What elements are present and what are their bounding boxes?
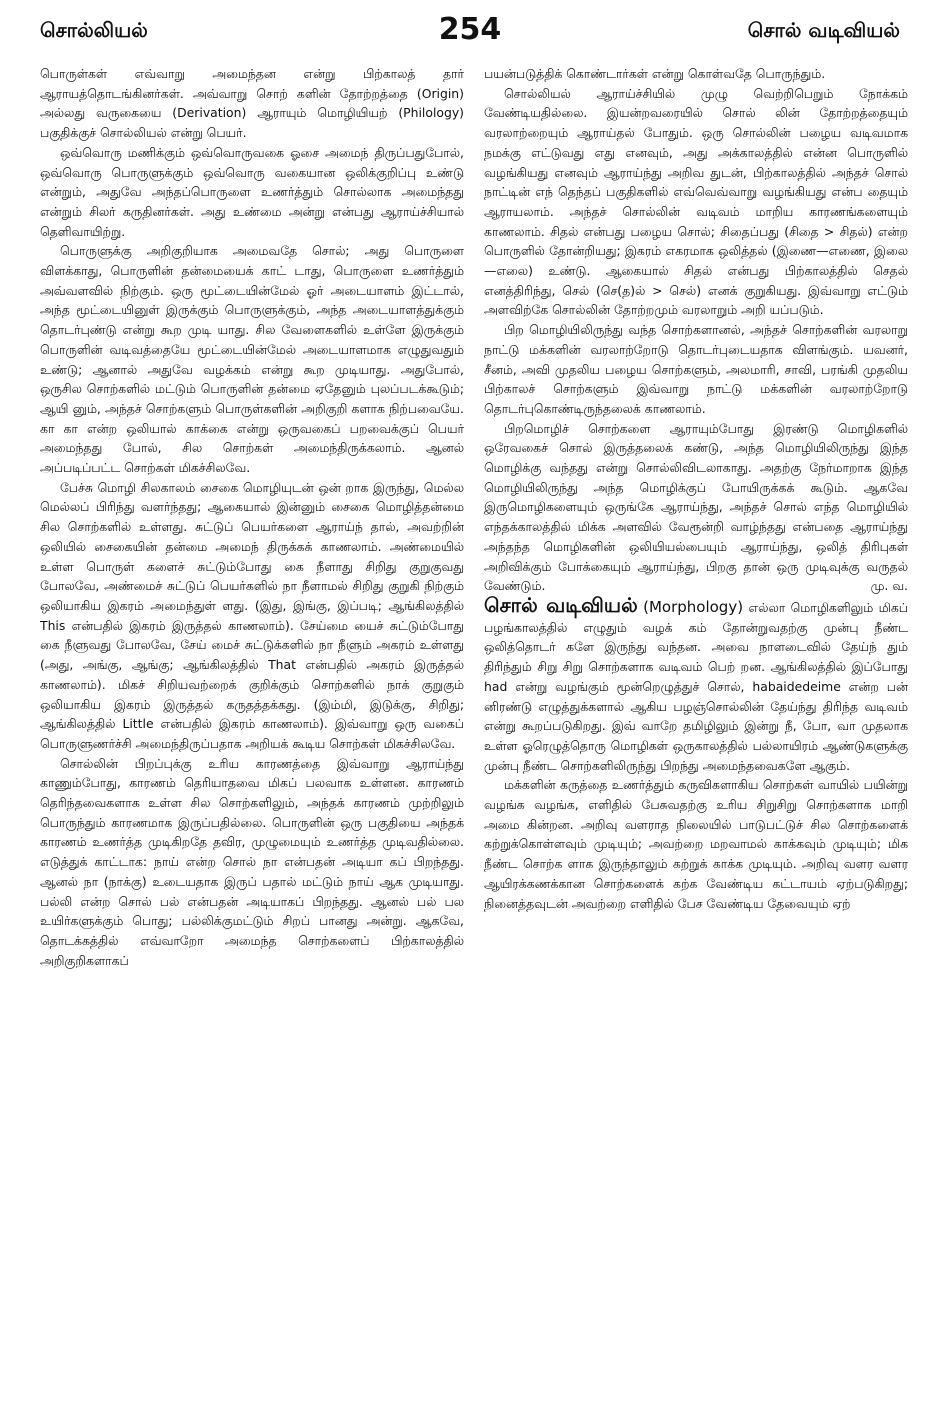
left-column bbox=[40, 64, 464, 1404]
paragraph: பொருள்கள் எவ்வாறு அமைந்தன என்று பிற்காலத் தார் ஆராயத்தொடங்கினர்கள். அவ்வாறு சொற் களின் தோற்றத்தை (Origin) அல்லது வருகையை (Derivation) ஆராயும் மொழியியற் (Philology) பகுதிக்குச் சொல்லியல் என்று பெயர். bbox=[40, 66, 464, 141]
section-subtitle: (Morphology) bbox=[643, 597, 744, 616]
paragraph: பேச்சு மொழி சிலகாலம் சைகை மொழியுடன் ஒன் றாக இருந்து, மெல்ல மெல்லப் பிரிந்து வளர்ந்தது; ஆகையால் இன்னும் சைகை மொழித்தன்மை சில சொற்களில் உள்ளது. சுட்டுப் பெயர்களை ஆராய்ந் தால், அவற்றின் ஒலியில் சைகையின் தன்மை அமைந் திருக்கக் காணலாம். அண்மையில் உள்ள பொருள் களைச் சுட்டும்போது கை நீளாது சிறிது குறுகுவது போலவே, அண்மைச் சுட்டுப் பெயர்களில் நா நீளாமல் சிறிது குறுகி நிற்கும் ஒலியாகிய இகரம் அமைந்துள் ளது. (இது, இங்கு, இப்படி; ஆங்கிலத்தில் This என்பதில் இகரம் இருத்தல் காணலாம்). சேய்மை யைச் சுட்டும்போது கை நீளுவது போலவே, சேய் மைச் சுட்டுக்களில் நா நீளும் அகரம் உள்ளது (அது, அங்கு, ஆங்கு; ஆங்கிலத்தில் That என்பதில் அகரம் இருத்தல் காணலாம்). மிகச் சிறியவற்றைக் குறிக்கும் சொற்களில் நாக் குறுகும் ஒலியாகிய இகரம் இருத்தல் கருதத்தக்கது. (இம்மி, இடுக்கு, சிறிது; ஆங்கிலத்தில் Little என்பதில் இகரம் காணலாம்). இவ்வாறு ஒரு வகைப் பொருளுணர்ச்சி அமைந்திருப்பதாக அறியக் கூடிய சொற்கள் மிகச்சிலவே. bbox=[40, 479, 464, 751]
header-right-title: சொல் வடிவியல் bbox=[747, 18, 900, 42]
right-column bbox=[484, 64, 908, 1404]
header-left-title: சொல்லியல் bbox=[40, 18, 148, 42]
paragraph: பொருளுக்கு அறிகுறியாக அமைவதே சொல்; அது பொருளை விளக்காது, பொருளின் தன்மையைக் காட் டாது, பொருளை உணர்த்தும் அவ்வளவில் நிற்கும். ஒரு மூட்டையின்மேல் ஓர் அடையாளம் இட்டால், அந்த மூட்டையினுள் இருக்கும் பொருளுக்கும், அந்த அடையாளத்துக்கும் தொடர்புண்டு என்று கூற முடி யாது. சில வேளைகளில் உள்ளே இருக்கும் பொருளின் வடிவத்தையே மூட்டையின்மேல் அடையாளமாக எழுதுவதும் உண்டு; ஆனால் அதுவே வழக்கம் என்று கூற முடியாது. அதுபோல், ஒருசில சொற்களில் மட்டும் பொருளின் தன்மை ஏதேனும் புலப்படக்கூடும்; ஆயி னும், அந்தச் சொற்களும் பொருள்களின் அறிகுறி களாக நிற்பவையே. கா கா என்ற ஒலியால் காக்கை என்று ஒருவகைப் பறவைக்குப் பெயர் அமைந்தது போல், சில சொற்கள் அமைந்திருக்கலாம். ஆனல் அப்படிப்பட்ட சொற்கள் மிகச்சிலவே. bbox=[40, 243, 464, 476]
morphology-section bbox=[484, 592, 908, 775]
page-number: 254 bbox=[438, 12, 502, 47]
paragraph: மக்களின் கருத்தை உணர்த்தும் கருவிகளாகிய சொற்கள் வாயில் பயின்று வழங்க வழங்க, எளிதில் பேசுவதற்கு உரிய சிறுசிறு சொற்களாக மாறி அமை கின்றன. அறிவு வளராத நிலையில் பாடுபட்டுச் சில சொற்களைக் கற்றுக்கொள்ளவும் முடியும்; அவற்றை மறவாமல் காக்கவும் முடியும்; மிக நீண்ட சொற்க ளாக இருந்தாலும் கற்றுக் காக்க முடியும். அறிவு வளர வளர ஆயிரக்கணக்கான சொற்களைக் கற்க வேண்டிய கட்டாயம் ஏற்படுகிறது; நினைத்தவுடன் அவற்றை எளிதில் பேச வேண்டிய தேவையும் ஏற் bbox=[484, 777, 908, 911]
paragraph: சொல்லியல் ஆராய்ச்சியில் முழு வெற்றிபெறும் நோக்கம் வேண்டியதில்லை. இயன்றவரையில் சொல் லின் தோற்றத்தையும் வரலாற்றையும் ஆராய்தல் போதும். ஒரு சொல்லின் பழைய வடிவமாக நமக்கு எட்டுவது எது எனவும், அது அக்காலத்தில் என்ன பொருளில் வழங்கியது எனவும் ஆராய்ந்து அறிவ துடன், பிற்காலத்தில் அந்தச் சொல் நாட்டின் எந் தெந்தப் பகுதிகளில் எவ்வெவ்வாறு வழங்கியது என்ப தையும் ஆராயலாம். அந்தச் சொல்லின் வடிவம் மாறிய காரணங்களையும் காணலாம். சிதல் என்பது பழைய சொல்; சிதைப்பது (சிதை > சிதல்) என்ற பொருளில் தோன்றியது; இகரம் எகரமாக ஒலித்தல் (இணை—எணை, இலை—எலை) உண்டு. ஆகையால் சிதல் என்பது பிற்காலத்தில் செதல் எனத்திரிந்து, செல் (செ(த)ல் > செல்) எனக் குறுகியது. இவ்வாறு எட்டும் அளவிற்கே சொல்லின் தோற்றமும் வரலாறும் அறி யப்படும். bbox=[484, 85, 908, 318]
section-title: சொல் வடிவியல் bbox=[484, 592, 638, 617]
paragraph: பிற மொழியிலிருந்து வந்த சொற்களானல், அந்தச் சொற்களின் வரலாறு நாட்டு மக்களின் வரலாற்றோடு தொடர்புடையதாக விளங்கும். யவனர், சீனம், அவி முதலிய பழைய சொற்களும், அலமாரி, சாவி, பரங்கி முதலிய பிற்காலச் சொற்களும் இவ்வாறு நாட்டு மக்களின் வரலாற்றோடு தொடர்புகொண்டிருந்தலைக் காணலாம். bbox=[484, 322, 908, 416]
author-initials: மு. வ. bbox=[870, 578, 908, 594]
page-header bbox=[40, 12, 900, 56]
paragraph-text: பிறமொழிச் சொற்களை ஆராயும்போது இரண்டு மொழிகளில் ஒரேவகைச் சொல் இருத்தலைக் கண்டு, அந்த மொழியிலிருந்து இந்த மொழிக்கு வந்தது என்று சொல்லிவிடலாகாது. அதற்கு நேர்மாறாக இந்த மொழியிலிருந்து அந்த மொழிக்குப் போயிருக்கக் கூடும். ஆகவே இருமொழிகளையும் ஒருங்கே ஆராய்ந்து, அந்தச் சொல் எந்த மொழியில் எந்தக்காலத்தில் மிக்க அளவில் வேரூன்றி வாழ்ந்தது என்பதை ஆராய்ந்து அந்தந்த மொழிகளின் ஒலியியல்பையும் ஆராய்ந்து, ஒலித் திரிபுகள் அறிவிக்கும் போக்கையும் ஆராய்ந்து, பிறகு தான் ஒரு முடிவுக்கு வருதல் வேண்டும். bbox=[484, 420, 908, 594]
paragraph-text: எல்லா மொழிகளிலும் மிகப் பழங்காலத்தில் எழுதும் வழக் கம் தோன்றுவதற்கு முன்பு நீண்ட ஒலித்தொடர் களே இருந்து வந்தன. அவை நாளடைவில் தேய்ந் தும் திரிந்தும் சிறு சிறு சொற்களாக வடிவம் பெற் றன. ஆங்கிலத்தில் இப்போது had என்று வழங்கும் மூன்றெழுத்துச் சொல், habaidedeime என்ற பன் னிரண்டு எழுத்துக்களால் ஆகிய பழஞ்சொல்லின் தேய்ந்து திரிந்த வடிவம் என்று கூறப்படுகிறது. இவ் வாறே தமிழிலும் இன்று நீ, போ, வா முதலாக உள்ள ஓரெழுத்தொரு மொழிகள் ஒருகாலத்தில் பல்லாயிரம் ஆண்டுகளுக்கு முன்பு நீண்ட சொற்களிலிருந்து பிறந்து அமைந்தவைகளே ஆகும். bbox=[484, 599, 908, 773]
paragraph: பயன்படுத்திக் கொண்டார்கள் என்று கொள்வதே பொருந்தும். bbox=[484, 66, 826, 81]
paragraph: ஒவ்வொரு மணிக்கும் ஒவ்வொருவகை ஓசை அமைந் திருப்பதுபோல், ஒவ்வொரு பொருளுக்கும் ஒவ்வொரு வகையான ஒலிக்குறிப்பு உண்டு என்றும், அதுவே அந்தப்பொருளை உணர்த்தும் சொல்லாக அமைந்தது என்றும் சிலர் கருதினர்கள். அது உண்மை அன்று என்பது ஆராய்ச்சியால் தெளிவாயிற்று. bbox=[40, 144, 464, 239]
paragraph: சொல்லின் பிறப்புக்கு உரிய காரணத்தை இவ்வாறு ஆராய்ந்து காணும்போது, காரணம் தெரியாதவை மிகப் பலவாக உள்ளன. காரணம் தெரிந்தவைகளாக உள்ள சில சொற்களிலும், அந்தக் காரணம் முற்றிலும் பொருந்தும் காரணமாக இருப்பதில்லை. பொருளின் ஒரு பகுதியை அந்தக் காரணம் உணர்த்த முடிகிறதே தவிர, முழுமையும் உணர்த்த முடிவதில்லை. எடுத்துக் காட்டாக: நாய் என்ற சொல் நா என்பதன் அடியா கப் பிறந்தது. ஆனல் நா (நாக்கு) உடையதாக இருப் பதால் மட்டும் நாய் ஆக முடியாது. பல்லி என்ற சொல் பல் என்பதன் அடியாகப் பிறந்தது. ஆனல் பல் பல உயிர்களுக்கும் பொது; பல்லிக்குமட்டும் சிறப் பானது அன்று. ஆகவே, தொடக்கத்தில் எவ்வாறோ அமைந்த சொற்களைப் பிற்காலத்தில் அறிகுறிகளாகப் bbox=[40, 755, 464, 968]
paragraph bbox=[484, 419, 908, 596]
